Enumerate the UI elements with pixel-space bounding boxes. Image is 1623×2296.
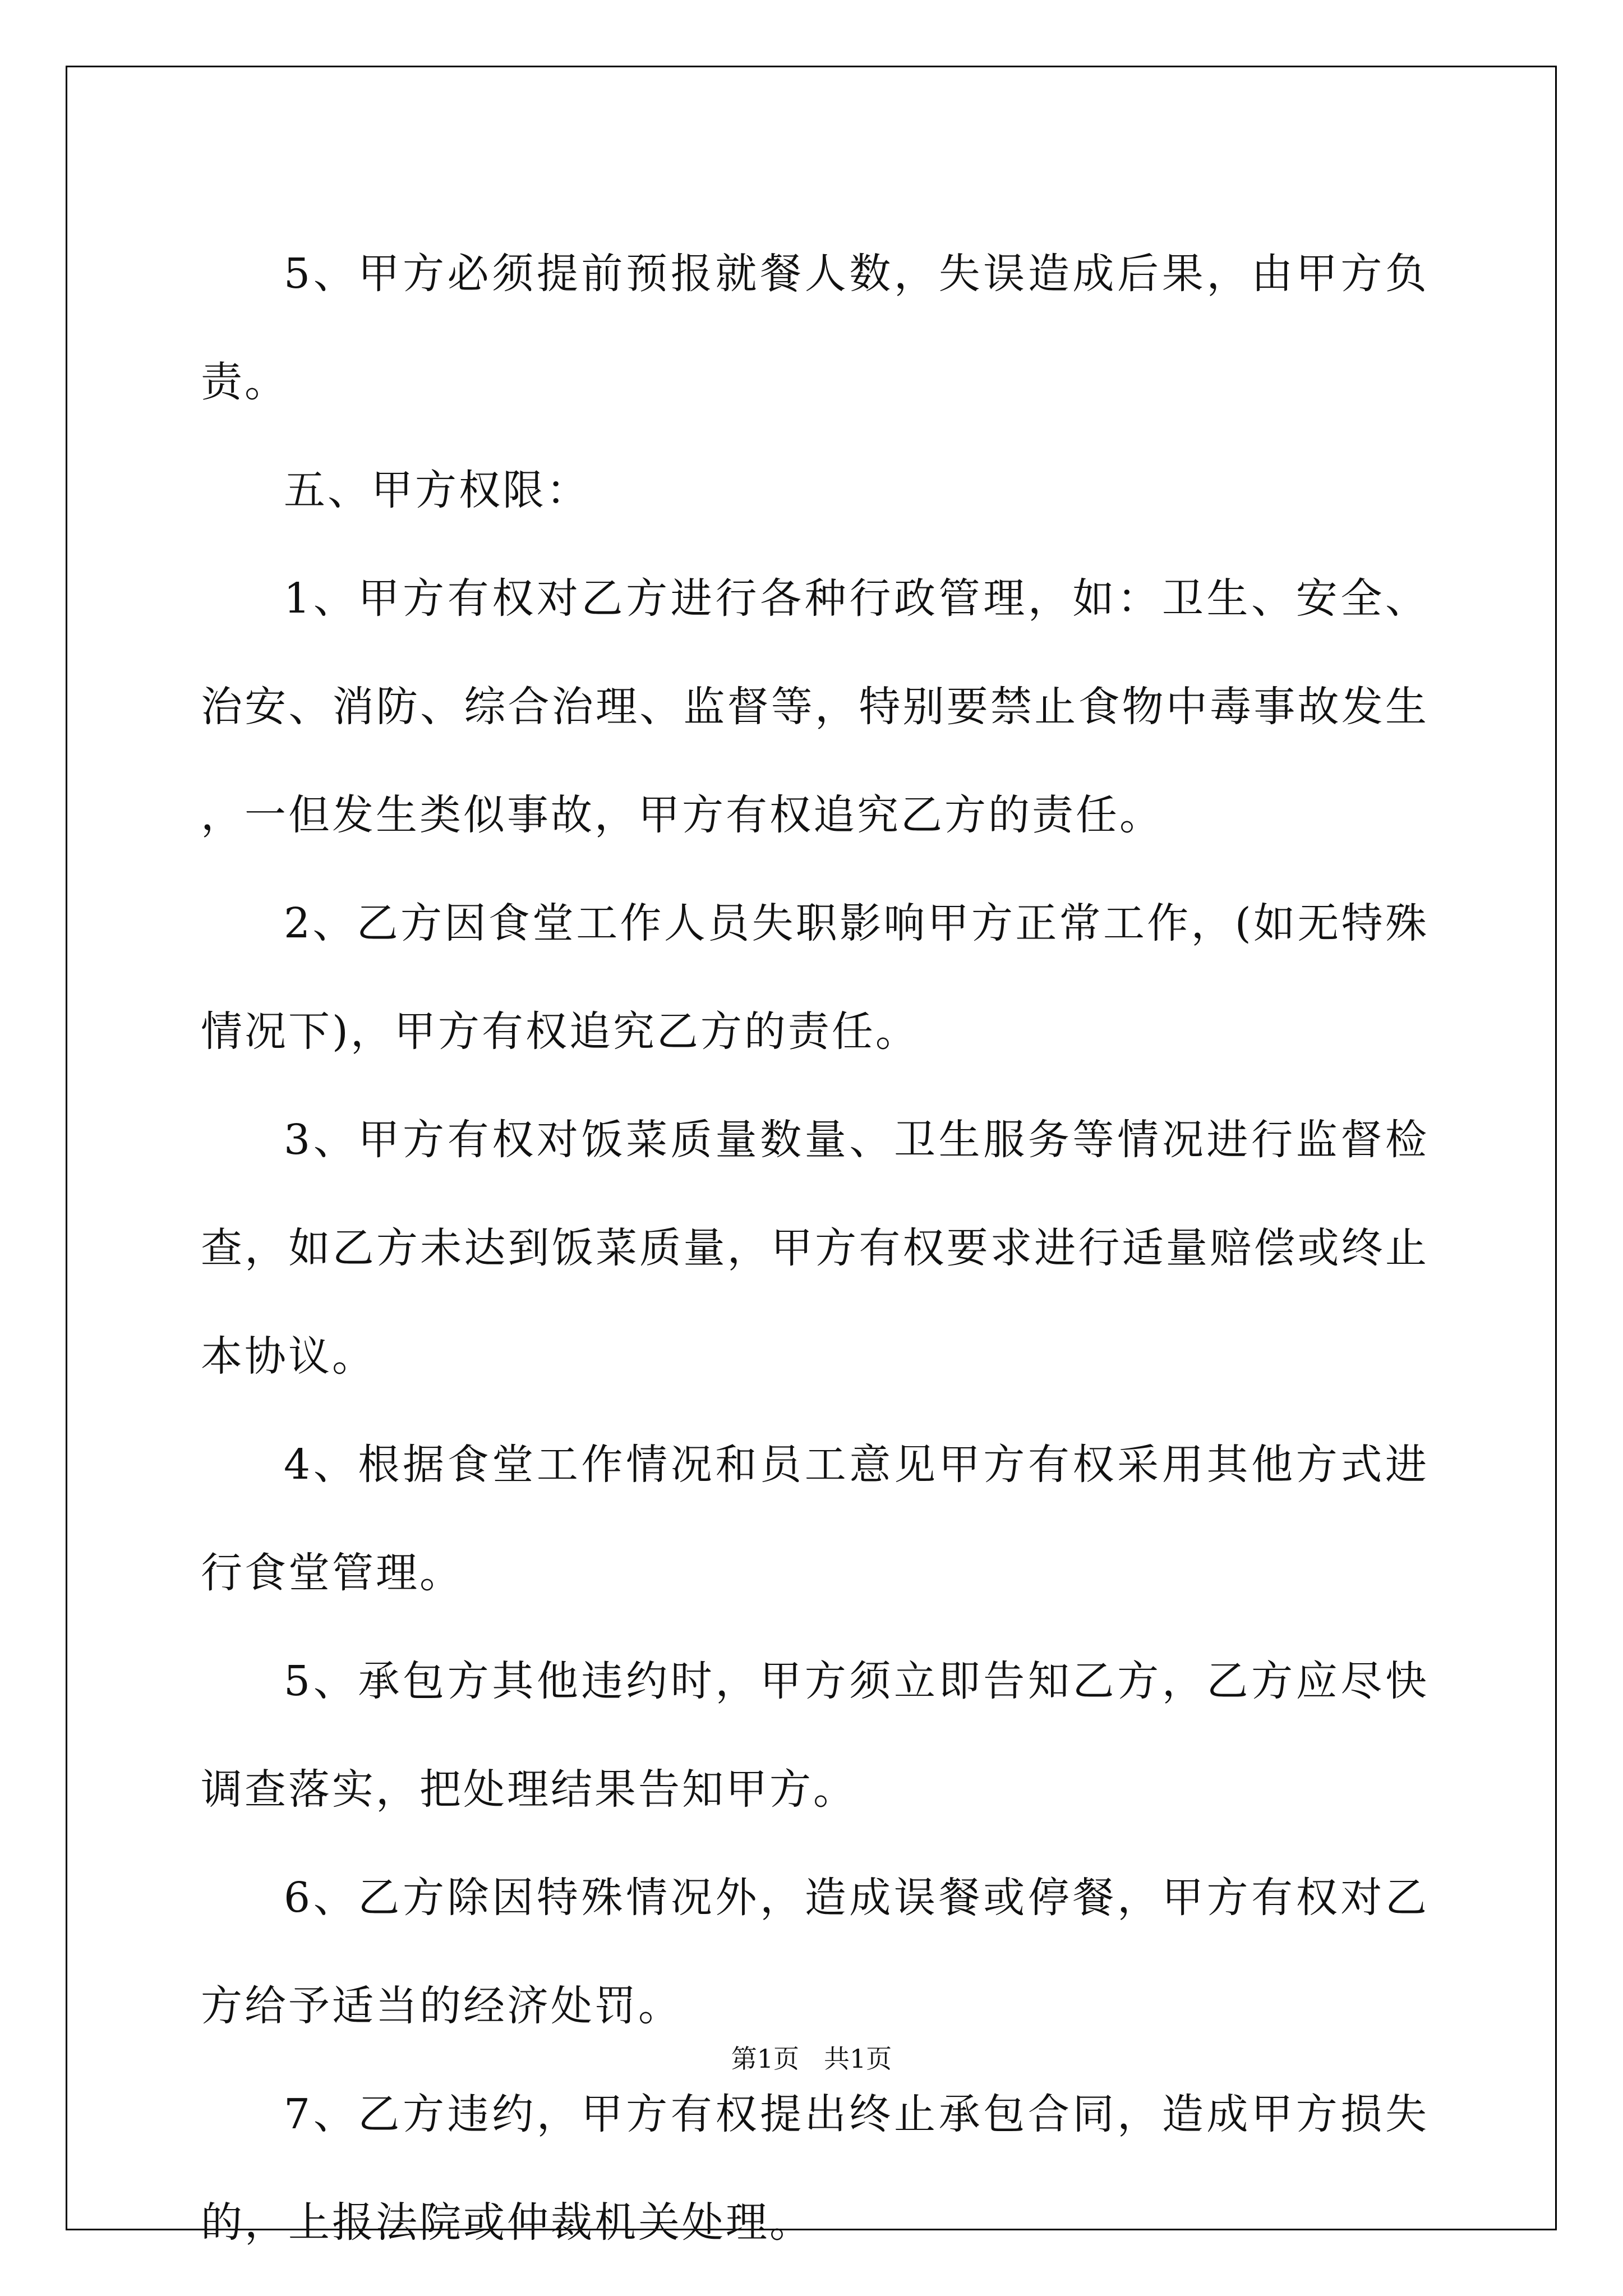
document-body	[201, 220, 1429, 2277]
paragraph-7: 6、乙方除因特殊情况外，造成误餐或停餐，甲方有权对乙方给予适当的经济处罚。	[201, 1874, 1429, 2030]
total-pages: 共1页	[823, 2044, 892, 2074]
page-footer	[0, 2042, 1623, 2076]
section-heading: 五、甲方权限：	[284, 466, 590, 514]
paragraph-4: 3、甲方有权对饭菜质量数量、卫生服务等情况进行监督检查，如乙方未达到饭菜质量，甲方有权要求进行适量赔偿或终止本协议。	[201, 1116, 1429, 1381]
page-number: 第1页	[731, 2044, 800, 2074]
paragraph-5: 4、根据食堂工作情况和员工意见甲方有权采用其他方式进行食堂管理。	[201, 1441, 1429, 1597]
paragraph-8: 7、乙方违约，甲方有权提出终止承包合同，造成甲方损失的，上报法院或仲裁机关处理。	[201, 2090, 1429, 2247]
paragraph-1: 5、甲方必须提前预报就餐人数，失误造成后果，由甲方负责。	[201, 250, 1429, 406]
paragraph-2: 1、甲方有权对乙方进行各种行政管理，如：卫生、安全、治安、消防、综合治理、监督等，特别要禁止食物中毒事故发生，一但发生类似事故，甲方有权追究乙方的责任。	[201, 574, 1429, 839]
paragraph-6: 5、承包方其他违约时，甲方须立即告知乙方，乙方应尽快调查落实，把处理结果告知甲方。	[201, 1657, 1429, 1814]
paragraph-3: 2、乙方因食堂工作人员失职影响甲方正常工作，(如无特殊情况下)，甲方有权追究乙方的责任。	[201, 899, 1429, 1056]
